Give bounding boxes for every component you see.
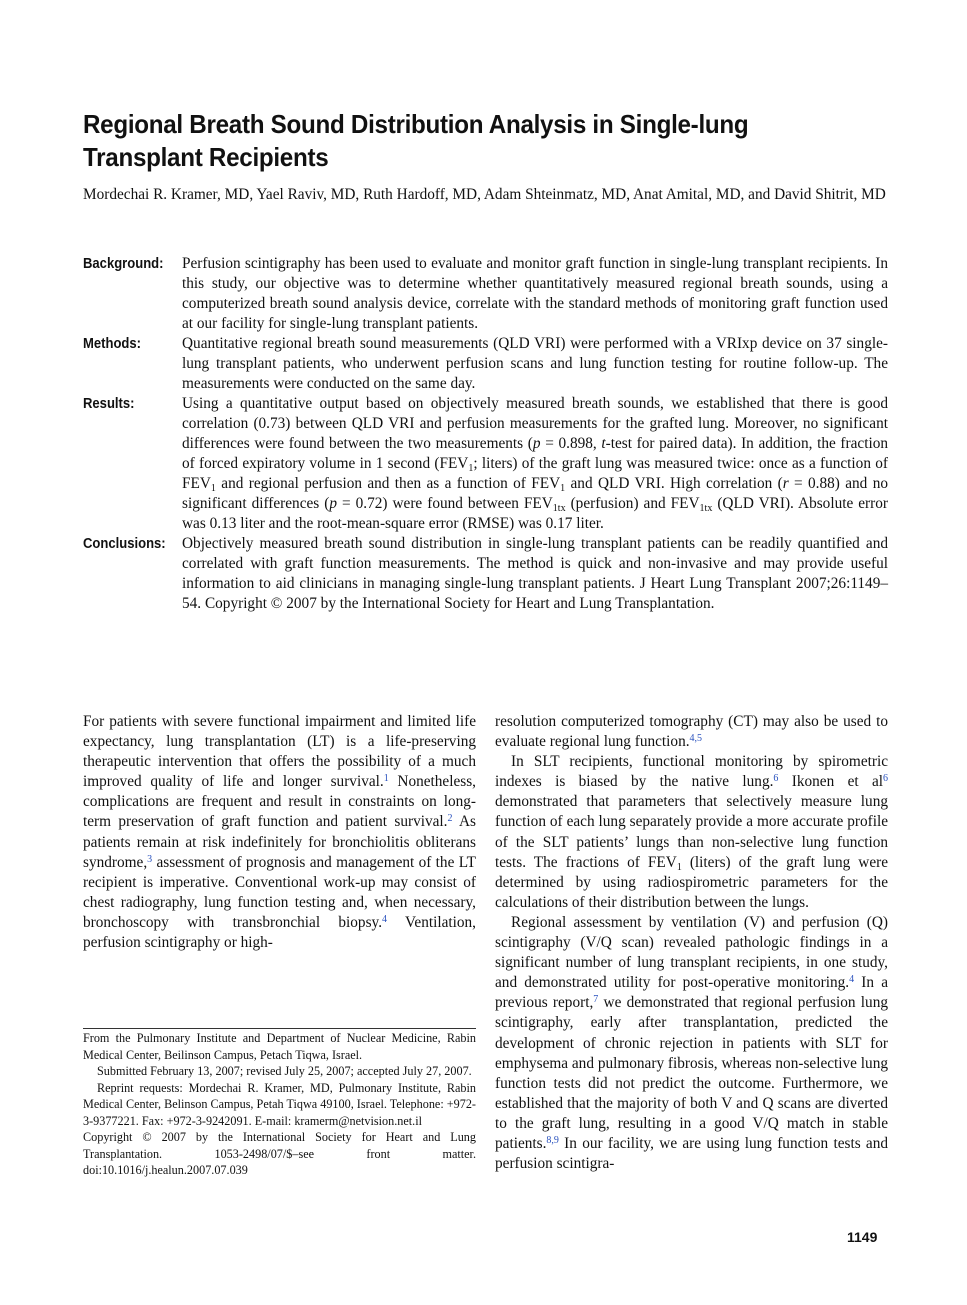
citation-link[interactable]: 2 (447, 813, 453, 825)
citation-link[interactable]: 4 (382, 913, 388, 925)
footnote-divider (83, 1028, 476, 1029)
footnote-copyright: Copyright © 2007 by the International Society for Heart and Lung Transplantation. 1053-2498/07/$–see front matter. doi:10.1016/j.healun.2007.07.039 (83, 1130, 476, 1177)
abstract-results-label: Results: (83, 396, 135, 412)
abstract-methods-text: Quantitative regional breath sound measurements (QLD VRI) were performed with a VRIxp device on 37 single-lung transplant patients, who underwent perfusion scans and lung function testing for routine follow-up. The measurements were conducted on the same day. (182, 335, 888, 392)
body-paragraph: In SLT recipients, functional monitoring by spirometric indexes is biased by the native lung.$^6$ Ikonen et $al^6$ demonstrated that parameters that selectively measure lung function of each lung separately provide a more accurate profile of the SLT patients’ lungs than non-selective lung function tests. The fractions of $FEV_1$ (liters) of the graft lung were determined by using radiospirometric parameters for the calculations of their distribution between the lungs. (495, 753, 888, 911)
body-column-right (495, 712, 888, 1174)
page-number: 1149 (847, 1229, 878, 1245)
abstract-conclusions (83, 534, 888, 614)
article-title: Regional Breath Sound Distribution Analysis in Single-lung Transplant Recipients (83, 109, 749, 172)
intro-paragraph: For patients with severe functional impairment and limited life expectancy, lung transplantation (LT) is a life-preserving therapeutic intervention that offers the possibility of a much improved quality of life and longer survival.$^1$ Nonetheless, complications are frequent and result in constraints on long-term preservation of graft function and patient survival.$^2$ As patients remain at risk indefinitely for bronchiolitis obliterans syndrome,$^3$ assessment of prognosis and management of the LT recipient is imperative. Conventional work-up may consist of chest radiography, lung function testing and, when necessary, bronchoscopy with transbronchial biopsy.$^4$ Ventilation, perfusion scintigraphy or high- (83, 713, 476, 952)
abstract-conclusions-label: Conclusions: (83, 536, 166, 552)
abstract-methods-label: Methods: (83, 336, 141, 352)
abstract-background-text: Perfusion scintigraphy has been used to evaluate and monitor graft function in single-lung transplant recipients. In this study, our objective was to determine whether quantitatively measured regional breath sounds, using a computerized breath sound analysis device, correlate with the standard methods of monitoring graft function used at our facility for single-lung transplant patients. (182, 255, 888, 332)
citation-link[interactable]: 4,5 (689, 733, 703, 745)
citation-link[interactable]: 3 (147, 853, 153, 865)
citation-link[interactable]: 1 (383, 773, 389, 785)
citation-link[interactable]: 4 (849, 974, 855, 986)
citation-link[interactable]: 7 (593, 994, 599, 1006)
abstract (83, 254, 888, 614)
abstract-results-text: Using a quantitative output based on objectively measured breath sounds, we established that there is good correlation (0.73) between QLD VRI and perfusion measurements for the grafted lung. Moreover, no significant differences were found between the two measurements (p = 0.898, t-test for paired data). In addition, the fraction of forced expiratory volume in 1 second ($FEV_1$; liters) of the graft lung was measured twice: once as a function of $FEV_1$ and regional perfusion and then as a function of $FEV_1$ and QLD VRI. High correlation (r = 0.88) and no significant differences (p = 0.72) were found between $FEV_{1tx}$ (perfusion) and $FEV_{1tx}$ (QLD VRI). Absolute error was 0.13 liter and the root-mean-square error (RMSE) was 0.17 liter. (182, 395, 888, 532)
footnotes (83, 1030, 476, 1179)
body-paragraph: Regional assessment by ventilation (V) and perfusion (Q) scintigraphy (V/Q scan) revealed pathologic findings in a significant number of lung transplant recipients, in one study, and demonstrated utility for post-operative monitoring.$^4$ In a previous report,$^7$ we demonstrated that regional perfusion lung scintigraphy, early after transplantation, predicted the development of chronic rejection in patients with SLT for emphysema and pulmonary fibrosis, whereas non-selective lung function tests did not predict the outcome. Furthermore, we established that the majority of both V and Q scans are diverted to the graft lung, resulting in a good V/Q match in stable patients.$^{8,9}$ In our facility, we are using lung function tests and perfusion scintigra- (495, 913, 889, 1173)
abstract-background-label: Background: (83, 256, 164, 272)
author-list: Mordechai R. Kramer, MD, Yael Raviv, MD, Ruth Hardoff, MD, Adam Shteinmatz, MD, Anat Amital, MD, and David Shitrit, MD (83, 186, 886, 203)
citation-link[interactable]: 8,9 (546, 1134, 559, 1146)
citation-link[interactable]: 6 (773, 773, 779, 785)
footnote-reprint: Reprint requests: Mordechai R. Kramer, MD, Pulmonary Institute, Rabin Medical Center, Belinson Campus, Petah Tiqwa 49100, Israel. Telephone: +972-3-9377221. Fax: +972-3-9242091. E-mail: kramerm@netvision.net.il (83, 1080, 476, 1128)
footnote-submitted: Submitted February 13, 2007; revised July 25, 2007; accepted July 27, 2007. (97, 1064, 472, 1078)
footnote-affiliation: From the Pulmonary Institute and Department of Nuclear Medicine, Rabin Medical Center, Beilinson Campus, Petach Tiqwa, Israel. (83, 1031, 476, 1062)
citation-link[interactable]: 6 (883, 773, 888, 785)
body-column-left (83, 712, 476, 953)
abstract-methods (83, 334, 888, 394)
abstract-background (83, 254, 888, 334)
abstract-results (83, 394, 888, 534)
abstract-conclusions-text: Objectively measured breath sound distribution in single-lung transplant patients can be readily quantified and correlated with graft function measurements. The method is quick and non-invasive and may provide useful information to aid clinicians in managing single-lung transplant patients. J Heart Lung Transplant 2007;26:1149–54. Copyright © 2007 by the International Society for Heart and Lung Transplantation. (182, 535, 888, 612)
body-paragraph: resolution computerized tomography (CT) may also be used to evaluate regional lung function.$^{4,5}$ (495, 713, 888, 751)
